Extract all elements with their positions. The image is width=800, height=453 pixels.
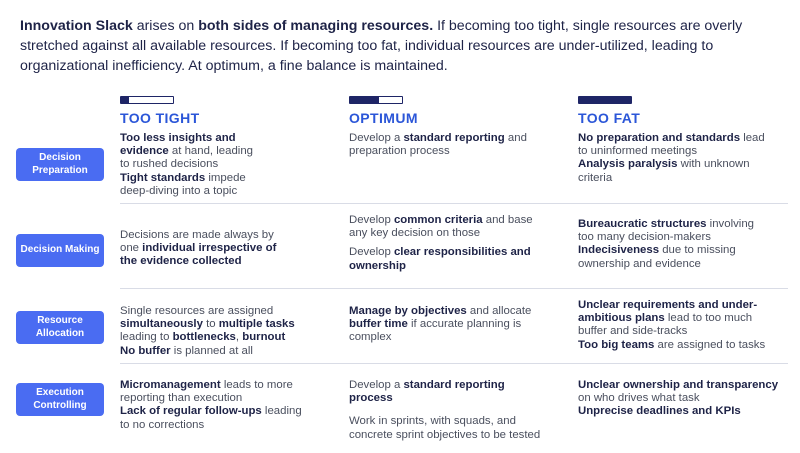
text: Decisions are made always by one [120,229,274,255]
cell-paragraph [120,379,305,405]
text: at hand, leading to rushed decisions [120,145,253,171]
text: and allocate [466,305,532,317]
row-divider [120,203,788,204]
bold-text: multiple tasks [218,318,295,331]
cell-paragraph [578,244,763,270]
text: and base any key decision on those [349,214,533,240]
cell [349,214,539,273]
row-divider [120,288,788,289]
cell-paragraph [120,405,305,431]
column-header-optimum [349,96,418,126]
bold-text: Indecisiveness [578,244,660,257]
bold-text: Bureaucratic structures [578,218,707,230]
bold-text: Too big teams [578,338,655,351]
level-bar [120,96,174,104]
bold-text: Manage by objectives [349,305,467,317]
cell-paragraph [120,132,255,172]
cell-paragraph [349,214,539,240]
text: Develop a [349,379,404,391]
cell [578,132,773,185]
text: if accurate planning is complex [349,318,522,344]
cell-paragraph [578,339,773,352]
bold-text: Unprecise deadlines and KPIs [578,405,741,418]
cell-paragraph [349,246,539,272]
cell [349,305,534,345]
cell [120,132,255,198]
text: Single resources are assigned [120,305,274,317]
text: on who drives what task [578,392,700,405]
row-label-execution-controlling: Execution Controlling [16,383,104,416]
bold-text: bottlenecks [172,331,236,344]
row-label-decision-preparation: Decision Preparation [16,148,104,181]
text: leading to [120,331,173,344]
intro-paragraph [20,16,790,76]
cell-paragraph [120,172,255,198]
text: lead to uninformed meetings [578,132,765,158]
bold-text: Unclear requirements and under-ambitious plans [578,299,758,325]
cell-paragraph [578,218,763,244]
level-bar-fill [579,97,631,103]
cell [349,132,529,158]
bold-text: burnout [242,331,286,344]
cell [578,379,783,419]
bold-text: Tight standards [120,171,206,184]
row-label-decision-making: Decision Making [16,234,104,267]
text: leading to no corrections [120,405,302,431]
intro-part: arises on [132,18,199,34]
cell-paragraph [349,305,534,345]
column-header-too-fat [578,96,640,126]
text: Develop a [349,132,404,144]
bold-text: standard reporting [403,132,505,144]
cell-paragraph [578,379,783,405]
bold-text: simultaneously [120,318,203,331]
column-title: OPTIMUM [349,110,418,126]
cell-paragraph [578,132,773,158]
bold-text: Analysis paralysis [578,158,678,171]
column-title: TOO TIGHT [120,110,200,126]
cell [578,299,773,352]
cell-paragraph [120,345,305,358]
bold-text: Too less insights and evidence [120,132,236,158]
text: to [202,318,219,331]
level-bar [349,96,403,104]
intro-part: If becoming too tight, single resources are overly stretched against all available resources. If becoming too fat, individual resources are under-utilized, leading to organizational inefficiency. At optimum, a fine balance is maintained. [20,18,743,74]
row-divider [120,363,788,364]
level-bar [578,96,632,104]
cell-paragraph [578,299,773,339]
bold-text: No buffer [120,344,171,357]
bold-text: common criteria [393,214,483,226]
bold-text: buffer time [349,318,408,331]
text: with unknown criteria [578,158,750,184]
text: impede deep-diving into a topic [120,171,246,197]
column-header-too-tight [120,96,200,126]
text: involving too many decision-makers [578,218,755,244]
bold-text: Unclear ownership and transparency [578,379,779,391]
text: and preparation process [349,132,527,158]
bold-text: Lack of regular follow-ups [120,405,262,418]
text: Develop [349,246,394,259]
bold-text: No preparation and standards [578,132,741,144]
intro-part: Innovation Slack [20,18,133,34]
cell-paragraph [120,229,295,269]
text: leads to more reporting than execution [120,379,293,405]
cell-paragraph [349,132,529,158]
cell [578,218,763,271]
bold-text: standard reporting process [349,379,505,405]
text: lead to too much buffer and side-tracks [578,312,753,338]
cell [120,229,295,269]
cell-paragraph [578,158,773,184]
bold-text: clear responsibilities and ownership [349,246,531,272]
cell-paragraph [349,415,549,441]
text: due to missing ownership and evidence [578,244,736,270]
bold-text: individual irrespective of the evidence collected [120,242,277,268]
text: are assigned to tasks [654,338,766,351]
text: is planned at all [170,344,253,357]
cell-paragraph [349,379,549,405]
level-bar-fill [121,97,129,103]
text: Work in sprints, with squads, and concrete sprint objectives to be tested [349,415,541,441]
cell-paragraph [578,405,783,418]
intro-part: both sides of managing resources. [198,18,434,34]
text: , [235,331,243,344]
text: Develop [349,214,394,226]
cell [349,379,549,442]
cell [120,305,305,358]
column-title: TOO FAT [578,110,641,126]
row-label-resource-allocation: Resource Allocation [16,311,104,344]
bold-text: Micromanagement [120,379,221,391]
level-bar-fill [350,97,379,103]
cell [120,379,305,432]
cell-paragraph [120,305,305,345]
